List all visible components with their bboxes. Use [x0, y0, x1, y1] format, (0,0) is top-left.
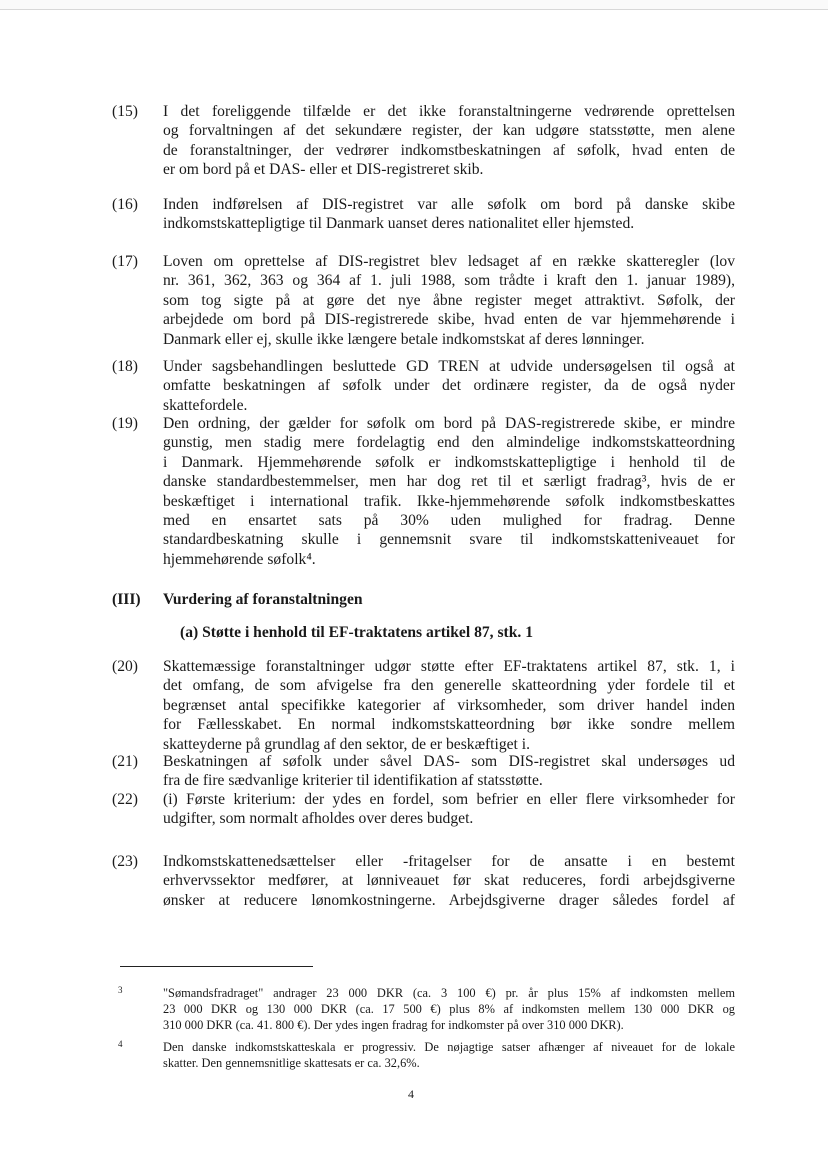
paragraph-number: (20) — [112, 658, 138, 675]
text-line: Vurdering af foranstaltningen — [163, 591, 363, 608]
footnote-mark: 4 — [118, 1039, 123, 1049]
text-line: ønsker at reducere lønomkostningerne. Arbejdsgiverne drager således fordel af — [163, 891, 735, 909]
text-line: beskæftiget i international trafik. Ikke-hjemmehørende søfolk indkomstbeskattes — [163, 492, 735, 510]
text-line: Indkomstskattenedsættelser eller -fritagelser for de ansatte i en bestemt — [163, 853, 735, 870]
text-line: det omfang, de som afvigelse fra den generelle skatteordning yder fordele til et — [163, 677, 735, 695]
footnote-line: "Sømandsfradraget" andrager 23 000 DKR (ca. 3 100 €) pr. år plus 15% af indkomsten mellem — [163, 986, 735, 1000]
text-line: er om bord på et DAS- eller et DIS-registreret skib. — [163, 161, 484, 179]
paragraph-number: (18) — [112, 358, 138, 375]
paragraph-number: (21) — [112, 753, 138, 770]
text-line: Den ordning, der gælder for søfolk om bord på DAS-registrerede skibe, er mindre — [163, 415, 735, 432]
text-line: begrænset antal specifikke kategorier af virksomheder, som driver handel inden — [163, 696, 735, 714]
paragraph-number: (19) — [112, 415, 138, 432]
text-line: danske standardbestemmelser, men har dog ret til et særligt fradrag³, hvis de er — [163, 473, 735, 491]
text-line: for Fællesskabet. En normal indkomstskatteordning bør ikke sondre mellem — [163, 716, 735, 734]
footnote-separator — [120, 966, 313, 967]
text-line: (a) Støtte i henhold til EF-traktatens artikel 87, stk. 1 — [180, 624, 534, 641]
paragraph-number: (16) — [112, 196, 138, 213]
text-line: skattefordele. — [163, 396, 248, 414]
paragraph-number: (17) — [112, 253, 138, 270]
text-line: med en ensartet sats på 30% uden mulighed for fradrag. Denne — [163, 512, 735, 530]
text-line: de foranstaltninger, der vedrører indkomstbeskatningen af søfolk, hvad enten de — [163, 141, 735, 159]
paragraph-number: (15) — [112, 103, 138, 120]
text-line: arbejdede om bord på DIS-registrerede skibe, hvad enten de var hjemmehørende i — [163, 311, 735, 329]
text-line: Danmark eller ej, skulle ikke længere betale indkomstskat af deres lønninger. — [163, 330, 645, 348]
text-line: Skattemæssige foranstaltninger udgør støtte efter EF-traktatens artikel 87, stk. 1, i — [163, 658, 735, 675]
text-line: (i) Første kriterium: der ydes en fordel, som befrier en eller flere virksomheder for — [163, 791, 735, 808]
paragraph-number: (III) — [112, 591, 141, 608]
footnote-line: 23 000 DKR og 130 000 DKR (ca. 17 500 €) plus 8% af indkomsten mellem 130 000 DKR og — [163, 1002, 735, 1016]
page-number: 4 — [408, 1087, 414, 1101]
paragraph-number: (23) — [112, 853, 138, 870]
text-line: og forvaltningen af det sekundære register, der kan udgøre statsstøtte, men alene — [163, 122, 735, 140]
footnote-line: Den danske indkomstskatteskala er progressiv. De nøjagtige satser afhænger af niveauet for de lokale — [163, 1040, 735, 1054]
text-line: Loven om oprettelse af DIS-registret blev ledsaget af en række skatteregler (lov — [163, 253, 735, 270]
text-line: indkomstskattepligtige til Danmark uanset deres nationalitet eller hjemsted. — [163, 215, 635, 233]
text-line: hjemmehørende søfolk⁴. — [163, 550, 316, 568]
scan-top-edge — [0, 0, 828, 10]
text-line: erhvervssektor medfører, at lønniveauet før skat reduceres, fordi arbejdsgiverne — [163, 872, 735, 890]
text-line: omfatte beskatningen af søfolk under det ordinære register, da de også nyder — [163, 377, 735, 395]
paragraph-number: (22) — [112, 791, 138, 808]
text-line: i Danmark. Hjemmehørende søfolk er indkomstskattepligtige i henhold til de — [163, 453, 735, 471]
footnote-line: 310 000 DKR (ca. 41. 800 €). Der ydes ingen fradrag for indkomster på over 310 000 DKR). — [163, 1018, 624, 1032]
text-line: Inden indførelsen af DIS-registret var alle søfolk om bord på danske skibe — [163, 196, 735, 213]
text-line: gunstig, men stadig mere fordelagtig end den almindelige indkomstskatteordning — [163, 434, 735, 452]
footnote-line: skatter. Den gennemsnitlige skattesats er ca. 32,6%. — [163, 1056, 420, 1070]
text-line: Under sagsbehandlingen besluttede GD TREN at udvide undersøgelsen til også at — [163, 358, 735, 375]
text-line: standardbeskatning skulle i gennemsnit svare til indkomstskatteniveauet for — [163, 531, 735, 549]
text-line: I det foreliggende tilfælde er det ikke foranstaltningerne vedrørende oprettelsen — [163, 103, 735, 120]
text-line: udgifter, som normalt afholdes over deres budget. — [163, 810, 474, 828]
text-line: skatteyderne på grundlag af den sektor, de er beskæftiget i. — [163, 735, 531, 753]
text-line: som tog sigte på at gøre det nye åbne register meget attraktivt. Søfolk, der — [163, 291, 735, 309]
footnote-mark: 3 — [118, 985, 123, 995]
text-line: nr. 361, 362, 363 og 364 af 1. juli 1988, som trådte i kraft den 1. januar 1989), — [163, 272, 735, 290]
text-line: Beskatningen af søfolk under såvel DAS- som DIS-registret skal undersøges ud — [163, 753, 735, 770]
text-line: fra de fire sædvanlige kriterier til identifikation af statsstøtte. — [163, 772, 543, 790]
